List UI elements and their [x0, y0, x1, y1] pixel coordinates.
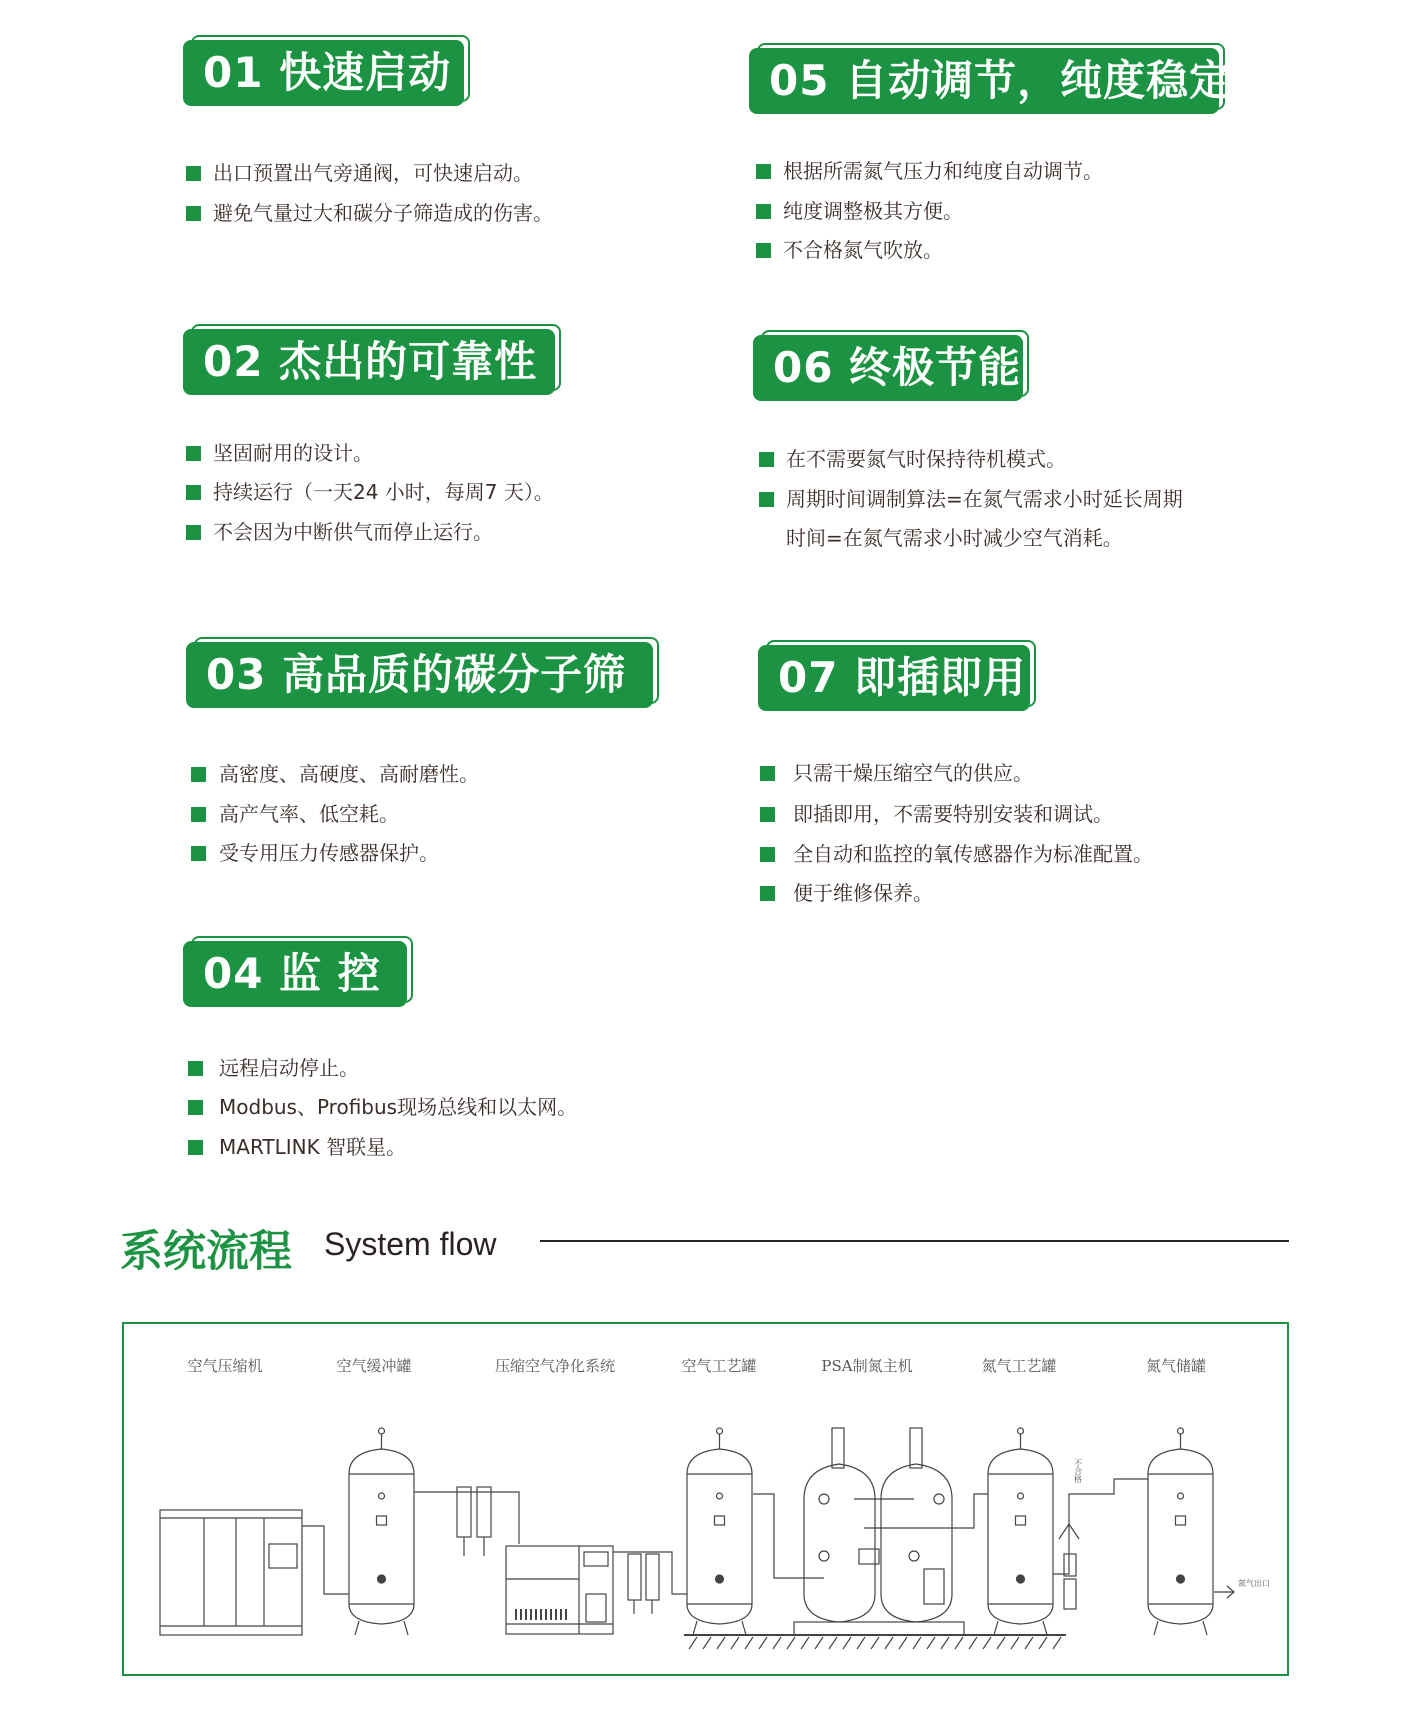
bullet-square-icon	[756, 243, 771, 258]
ground-hatch-lines	[689, 1637, 1061, 1649]
air-buffer-tank-drawing	[349, 1428, 414, 1635]
list-item-text: 不合格氮气吹放。	[783, 238, 943, 262]
list-item-text: 纯度调整极其方便。	[783, 199, 963, 223]
list-item-text: 高产气率、低空耗。	[219, 802, 399, 826]
feature-05-title: 05 自动调节，纯度稳定	[749, 48, 1219, 114]
flow-label-purification-system: 压缩空气净化系统	[494, 1357, 616, 1375]
list-item-text: 全自动和监控的氧传感器作为标准配置。	[793, 842, 1153, 866]
nitrogen-outlet-label: 氮气出口	[1238, 1579, 1270, 1588]
feature-04-title: 04 监 控	[183, 941, 407, 1007]
nitrogen-storage-tank-drawing	[1148, 1428, 1213, 1635]
list-item-text: 便于维修保养。	[793, 881, 933, 905]
nitrogen-process-tank-drawing	[988, 1428, 1053, 1635]
list-item-text: 不会因为中断供气而停止运行。	[213, 520, 493, 544]
list-item-text: 持续运行（一天24 小时，每周7 天）。	[213, 480, 554, 504]
bullet-square-icon	[760, 766, 775, 781]
bullet-square-icon	[191, 767, 206, 782]
air-compressor-drawing	[160, 1510, 349, 1635]
bullet-square-icon	[188, 1100, 203, 1115]
filter-set-2	[613, 1552, 687, 1614]
feature-07-title: 07 即插即用	[758, 645, 1030, 711]
list-item-text: 周期时间调制算法=在氮气需求小时延长周期	[786, 487, 1183, 511]
list-item-text: 避免气量过大和碳分子筛造成的伤害。	[213, 201, 553, 225]
bullet-square-icon	[186, 446, 201, 461]
bullet-square-icon	[759, 452, 774, 467]
flow-label-nitrogen-storage-tank: 氮气储罐	[1145, 1357, 1207, 1375]
list-item-text: 即插即用，不需要特别安装和调试。	[793, 802, 1113, 826]
list-item-text: 只需干燥压缩空气的供应。	[793, 761, 1033, 785]
system-flow-diagram	[122, 1322, 1289, 1676]
list-item-text: Modbus、Profibus现场总线和以太网。	[219, 1095, 578, 1119]
feature-06-title: 06 终极节能	[753, 335, 1023, 401]
bullet-square-icon	[188, 1140, 203, 1155]
list-item-text: 时间=在氮气需求小时减少空气消耗。	[786, 526, 1123, 550]
feature-01-title: 01 快速启动	[183, 40, 464, 106]
system-flow-title: 系统流程	[120, 1227, 292, 1277]
bullet-square-icon	[191, 807, 206, 822]
flow-label-air-buffer-tank: 空气缓冲罐	[336, 1357, 412, 1375]
filter-set-1	[414, 1487, 519, 1556]
flow-label-nitrogen-process-tank: 氮气工艺罐	[981, 1357, 1057, 1375]
bullet-square-icon	[760, 847, 775, 862]
bullet-square-icon	[186, 206, 201, 221]
ground-hatching	[689, 1637, 1061, 1649]
flow-label-air-compressor: 空气压缩机	[187, 1357, 263, 1375]
process-illustration	[124, 1324, 1287, 1674]
bullet-square-icon	[191, 846, 206, 861]
list-item-text: 坚固耐用的设计。	[213, 441, 373, 465]
feature-03-title: 03 高品质的碳分子筛	[186, 642, 653, 708]
bullet-square-icon	[756, 204, 771, 219]
title-divider	[540, 1240, 1289, 1242]
list-item-text: 远程启动停止。	[219, 1056, 359, 1080]
bullet-square-icon	[186, 166, 201, 181]
system-flow-subtitle: System flow	[324, 1226, 497, 1262]
flow-label-air-process-tank: 空气工艺罐	[681, 1357, 757, 1375]
bullet-square-icon	[760, 807, 775, 822]
nitrogen-piping	[1053, 1479, 1234, 1609]
bullet-square-icon	[186, 485, 201, 500]
vent-label: 不合格	[1073, 1459, 1083, 1483]
bullet-square-icon	[756, 164, 771, 179]
list-item-text: 根据所需氮气压力和纯度自动调节。	[783, 159, 1103, 183]
psa-generator-drawing	[753, 1428, 988, 1635]
feature-02-title: 02 杰出的可靠性	[183, 329, 555, 395]
bullet-square-icon	[186, 525, 201, 540]
bullet-square-icon	[759, 492, 774, 507]
refrigerated-dryer-drawing	[506, 1546, 613, 1634]
air-process-tank-drawing	[687, 1428, 752, 1635]
list-item-text: 在不需要氮气时保持待机模式。	[786, 447, 1066, 471]
flow-label-psa-generator: PSA制氮主机	[821, 1357, 913, 1375]
list-item-text: 出口预置出气旁通阀，可快速启动。	[213, 161, 533, 185]
bullet-square-icon	[760, 886, 775, 901]
bullet-square-icon	[188, 1061, 203, 1076]
list-item-text: MARTLINK 智联星。	[219, 1135, 407, 1159]
list-item-text: 受专用压力传感器保护。	[219, 841, 439, 865]
list-item-text: 高密度、高硬度、高耐磨性。	[219, 762, 479, 786]
